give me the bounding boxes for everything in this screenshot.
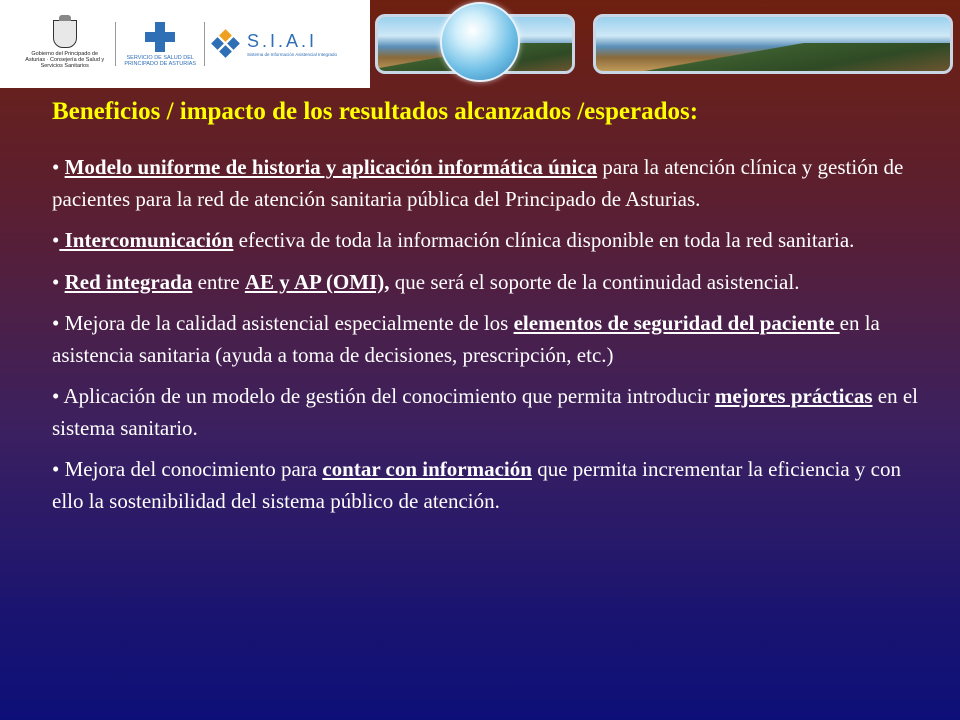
asturias-logo (20, 9, 109, 79)
siai-name: S.I.A.I (246, 31, 318, 51)
sespa-logo-text: SERVICIO DE SALUD DEL PRINCIPADO DE ASTURIAS (124, 54, 197, 67)
bullet-item: • Mejora de la calidad asistencial especialmente de los elementos de seguridad del paciente en la asistencia sanitaria (ayuda a toma de decisiones, prescripción, etc.) (52, 311, 880, 367)
logo-divider (204, 22, 205, 66)
bullet-emphasis: contar con información (322, 457, 532, 481)
bullet-item: • Intercomunicación efectiva de toda la información clínica disponible en toda la red sanitaria. (52, 228, 855, 252)
bullet-item: • Aplicación de un modelo de gestión del conocimiento que permita introducir mejores prácticas en el sistema sanitario. (52, 384, 918, 440)
siai-logo (211, 9, 370, 79)
asturias-logo-text: Gobierno del Principado de Asturias · Consejería de Salud y Servicios Sanitarios (25, 50, 105, 69)
slide-title: Beneficios / impacto de los resultados alcanzados /esperados: (52, 98, 699, 125)
bullet-emphasis: elementos de seguridad del paciente (513, 311, 840, 335)
bullet-emphasis: AE y AP (OMI), (244, 269, 390, 294)
siai-subtitle: Sistema de Información Asistencial Integrado (246, 52, 338, 57)
landscape-banner-right (593, 14, 953, 74)
bullet-emphasis: mejores prácticas (714, 384, 873, 408)
bullet-item: • Modelo uniforme de historia y aplicación informática única para la atención clínica y gestión de pacientes para la red de atención sanitaria pública del Principado de Asturias. (52, 155, 904, 211)
bullet-list (52, 152, 932, 527)
health-cross-icon (145, 22, 175, 52)
bullet-item: • Red integrada entre AE y AP (OMI), que será el soporte de la continuidad asistencial. (52, 269, 800, 294)
bullet-emphasis: Intercomunicación (59, 228, 234, 252)
logo-bar (0, 0, 370, 88)
bullet-item: • Mejora del conocimiento para contar con información que permita incrementar la eficiencia y con ello la sostenibilidad del sistema público de atención. (52, 457, 901, 513)
bullet-emphasis: Red integrada (64, 269, 193, 294)
siai-squares-icon (211, 29, 241, 59)
bullet-emphasis: Modelo uniforme de historia y aplicación informática única (64, 155, 598, 179)
globe-icon (440, 2, 520, 82)
sespa-logo (122, 9, 198, 79)
logo-divider (115, 22, 116, 66)
coat-of-arms-icon (53, 20, 77, 48)
